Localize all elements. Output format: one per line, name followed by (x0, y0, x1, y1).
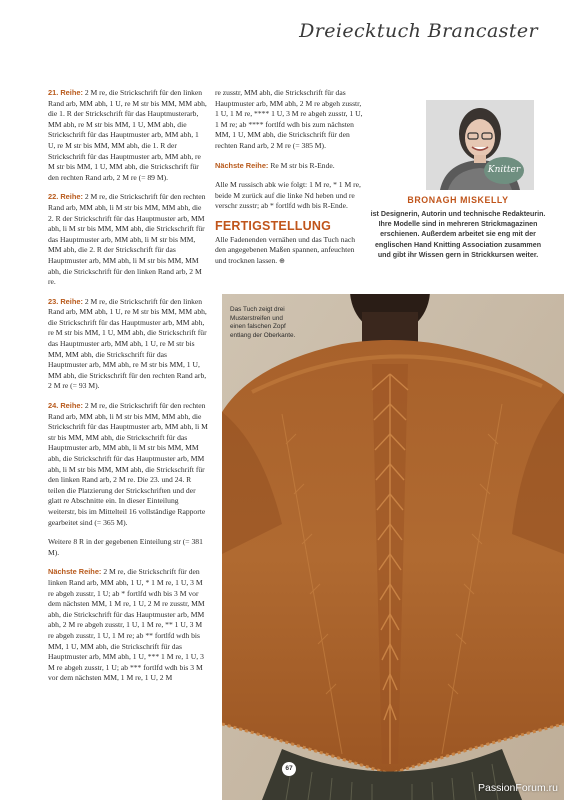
next-row-paragraph (48, 567, 208, 684)
row-text: re zusstr, MM abh, die Strickschrift für das Hauptmuster arb, MM abh, 2 M re abgeh zusstr, 1 U, 1 M re, **** 1 U, 3 M re abgeh zusstr, 1 U, 1 M re; ab **** fortlfd wdh bis zum nächsten MM, 1 U, MM abh, die Strickschrift für den rechten Rand arb, 2 M re (= 385 M). (215, 88, 363, 150)
further-rows-paragraph (48, 537, 208, 558)
watermark: PassionForum.ru (478, 782, 558, 794)
instructions-column-right (215, 88, 363, 275)
next-row-paragraph (215, 161, 363, 172)
author-name: BRONAGH MISKELLY (407, 195, 509, 205)
row-label: 22. Reihe: (48, 192, 83, 202)
photo-caption: Das Tuch zeigt drei Musterstreifen und einen falschen Zopf entlang der Oberkante. (230, 306, 296, 339)
continuation-paragraph (215, 88, 363, 152)
page-number: 67 (282, 762, 296, 776)
row-label: 24. Reihe: (48, 401, 83, 411)
row-24-paragraph (48, 401, 208, 528)
row-text: 2 M re, die Strickschrift für den linken Rand arb, MM abh, 1 U, re M str bis MM, MM abh, die 1. R der Strickschrift für das Hauptmusterarb, MM abh, re M str bis MM, 1 U, MM abh, die Strickschrift für das Hauptmuster arb, MM abh, 1 U, re M str bis MM, MM abh, die 1. R der Strickschrift für das Hauptmuster arb, MM abh, re M str bis MM, 1 U, MM abh, die Strickschrift für den rechten Rand arb, 2 M re (= 89 M). (48, 88, 207, 182)
row-text: Re M str bis R-Ende. (270, 160, 335, 170)
row-text: 2 M re, die Strickschrift für den linken Rand arb, MM abh, 1 U, * 1 M re, 1 U, 3 M re abgeh zusstr, 1 U; ab * fortlfd wdh bis 3 M vor dem nächsten MM, 1 M re, 1 U, 2 M re zusstr, MM abh, die Strickschrift für das Hauptmuster arb, MM abh, 2 M re abgeh zusstr, 1 U, 1 M re, ** 1 U, 3 M re abgeh zusstr, 1 U, 1 M re; ab ** fortlfd wdh bis MM, 1 U, MM abh, die Strickschrift für das Hauptmuster arb, MM abh, 1 U, *** 1 M re, 1 U, 3 M re abgeh zusstr, 1 U; ab *** fortlfd wdh bis 3 M vor dem nächsten MM, 1 M re, 1 U, 2 M (48, 567, 205, 683)
row-text: 2 M re, die Strickschrift für den rechten Rand arb, MM abh, li M str bis MM, MM abh, die Strickschrift für das Hauptmuster arb, MM abh, li M str bis MM, MM abh, die Strickschrift für das Hauptmuster arb, MM abh, li M str bis MM, MM abh, die Strickschrift für das Hauptmuster arb, MM abh, li M str bis MM, MM abh, die Strickschrift für den linken Rand arb, 2 M re. Die 23. und 24. R teilen die Platzierung der Strickschriften und der glatt re Abschnitte ein. In dieser Einteilung weiterstr, bis im Mittelteil 16 vollständige Rapporte gearbeitet sind (= 365 M). (48, 401, 208, 527)
row-label: 21. Reihe: (48, 88, 83, 97)
row-text: Alle Fadenenden vernähen und das Tuch nach den angegebenen Maßen spannen, anfeuchten und trocknen lassen. (215, 234, 356, 265)
row-22-paragraph (48, 192, 208, 287)
shawl-photo (222, 294, 564, 800)
row-23-paragraph (48, 297, 208, 392)
row-21-paragraph (48, 88, 208, 183)
end-mark-icon: ⊕ (279, 256, 285, 265)
row-text: 2 M re, die Strickschrift für den linken Rand arb, MM abh, 1 U, re M str bis MM, MM abh, die Strickschrift für das Hauptmuster arb, MM abh, re M str bis MM, 1 U, MM abh, die Strickschrift für das Hauptmuster arb, MM abh, 1 U, re M str bis MM, MM abh, die Strickschrift für das Hauptmuster arb, MM abh, re M str bis MM, 1 U, MM abh, die Strickschrift für den rechten Rand arb, 2 M re (= 93 M). (48, 296, 207, 391)
section-heading-finishing: FERTIGSTELLUNG (215, 218, 331, 233)
row-label: Nächste Reihe: (48, 567, 102, 577)
instructions-column-left (48, 88, 208, 684)
row-text: Alle M russisch abk wie folgt: 1 M re, * 1 M re, beide M zurück auf die linke Nd heben und re verschr zusstr; ab * fortlfd wdh bis R-Ende. (215, 180, 361, 211)
row-label: 23. Reihe: (48, 296, 83, 306)
row-text: Weitere 8 R in der gegebenen Einteilung str (= 381 M). (48, 537, 203, 557)
knitter-badge-logo: Knitter (484, 157, 524, 184)
row-label: Nächste Reihe: (215, 160, 269, 170)
finishing-paragraph (215, 235, 363, 267)
row-text: 2 M re, die Strickschrift für den rechten Rand arb, MM abh, li M str bis MM, MM abh, die 2. R der Strickschrift für das Hauptmuster arb, MM abh, li M str bis MM, MM abh, die Strickschrift für das Hauptmuster arb, MM abh, li M str bis MM, MM abh, die 2. R der Strickschrift für das Hauptmuster arb, MM abh, li M str bis MM, MM abh, die Strickschrift für den linken Rand arb, 2 M re. (48, 192, 206, 287)
author-bio: ist Designerin, Autorin und technische Redakteurin. Ihre Modelle sind in mehreren Strickmagazinen erschienen. Außerdem arbeitet sie eng mit der englischen Hand Knitting Association zusammen und gibt ihr Wissen gern in Strickkursen weiter. (370, 210, 546, 259)
bindoff-paragraph (215, 180, 363, 212)
page-title: Dreiecktuch Brancaster (299, 20, 538, 42)
